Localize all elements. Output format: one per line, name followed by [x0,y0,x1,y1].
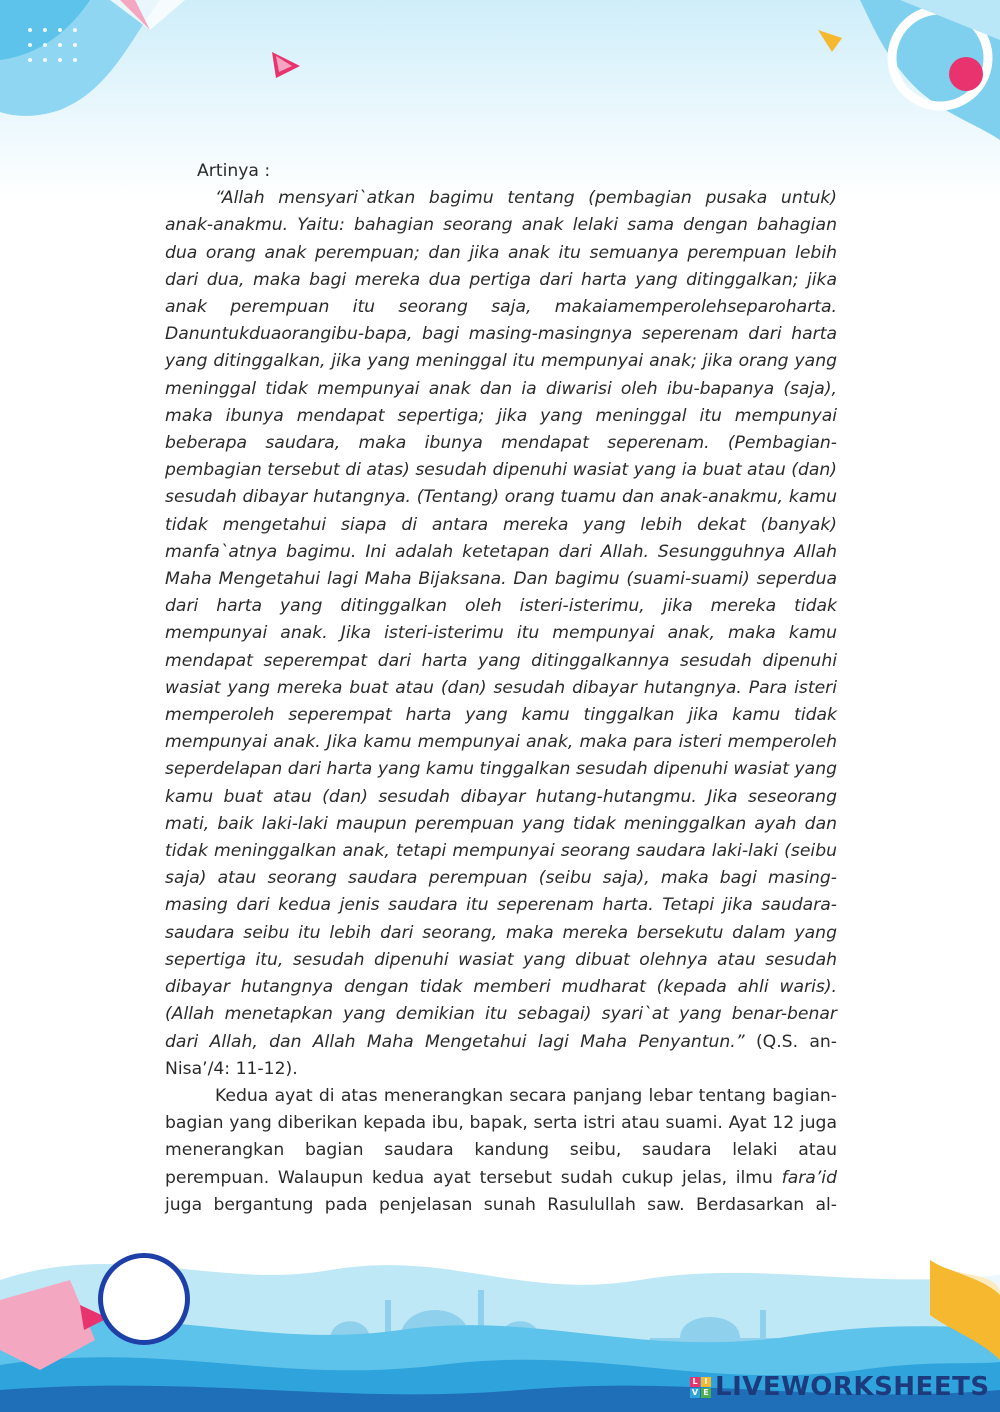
answer-circle[interactable] [98,1253,190,1345]
logo-letter: L [690,1377,700,1387]
translation-text: “Allah mensyari`atkan bagimu tentang (pembagian pusaka untuk) anak-anakmu. Yaitu: bahagian seorang anak lelaki sama dengan bahagian dua orang anak perempuan; dan jika anak itu semuanya perempuan lebih dari dua, maka bagi mereka dua pertiga dari harta yang ditinggalkan; jika anak perempuan itu seorang saja, makaiamemperolehseparoharta. Danuntukduaorangibu-bapa, bagi masing-masingnya seperenam dari harta yang ditinggalkan, jika yang meninggal itu mempunyai anak; jika orang yang meninggal tidak mempunyai anak dan ia diwarisi oleh ibu-bapanya (saja), maka ibunya mendapat sepertiga; jika yang meninggal itu mempunyai beberapa saudara, maka ibunya mendapat seperenam. (Pembagian-pembagian tersebut di atas) sesudah dipenuhi wasiat yang ia buat atau (dan) sesudah dibayar hutangnya. (Tentang) orang tuamu dan anak-anakmu, kamu tidak mengetahui siapa di antara mereka yang lebih dekat (banyak) manfa`atnya bagimu. Ini adalah ketetapan dari Allah. Sesungguhnya Allah Maha Mengetahui lagi Maha Bijaksana. Dan bagimu (suami-suami) seperdua dari harta yang ditinggalkan oleh isteri-isterimu, jika mereka tidak mempunyai anak. Jika isteri-isterimu itu mempunyai anak, maka kamu mendapat seperempat dari harta yang ditinggalkannya sesudah dipenuhi wasiat yang mereka buat atau (dan) sesudah dibayar hutangnya. Para isteri memperoleh seperempat harta yang kamu tinggalkan jika kamu tidak mempunyai anak. Jika kamu mempunyai anak, maka para isteri memperoleh seperdelapan dari harta yang kamu tinggalkan sesudah dipenuhi wasiat yang kamu buat atau (dan) sesudah dibayar hutang-hutangmu. Jika seseorang mati, baik laki-laki maupun perempuan yang tidak meninggalkan ayah dan tidak meninggalkan anak, tetapi mempunyai seorang saudara laki-laki (seibu saja) atau seorang saudara perempuan (seibu saja), maka bagi masing-masing dari kedua jenis saudara itu seperenam harta. Tetapi jika saudara-saudara seibu itu lebih dari seorang, maka mereka bersekutu dalam yang sepertiga itu, sesudah dipenuhi wasiat yang dibuat olehnya atau sesudah dibayar hutangnya dengan tidak memberi mudharat (kepada ahli waris). (Allah menetapkan yang demikian itu sebagai) syari`at yang benar-benar dari Allah, dan Allah Maha Mengetahui lagi Maha Penyantun.” [165,188,837,1052]
verse-citation: (Q.S. an-Nisa’/4: 11-12). [165,1031,837,1079]
paragraph-text-before: Kedua ayat di atas menerangkan secara panjang lebar tentang bagian-bagian yang diberikan kepada ibu, bapak, serta istri atau suami. Ayat 12 juga menerangkan bagian saudara kandung seibu, saudara lelaki atau perempuan. Walaupun kedua ayat tersebut sudah cukup jelas, ilmu [165,1085,837,1188]
brand-name: LIVEWORKSHEETS [715,1372,990,1402]
liveworksheets-brand [690,1372,990,1402]
verse-translation [165,185,837,1083]
paragraph-text-after: juga bergantung pada penjelasan sunah Rasulullah saw. Berdasarkan al- [165,1194,837,1215]
logo-letter: E [701,1388,711,1398]
liveworksheets-logo-icon [690,1377,711,1398]
document-body [165,158,837,1328]
logo-letter: I [701,1377,711,1387]
section-heading: Artinya : [197,161,271,181]
logo-letter: V [691,1387,699,1397]
faraid-term: fara’id [781,1167,837,1188]
